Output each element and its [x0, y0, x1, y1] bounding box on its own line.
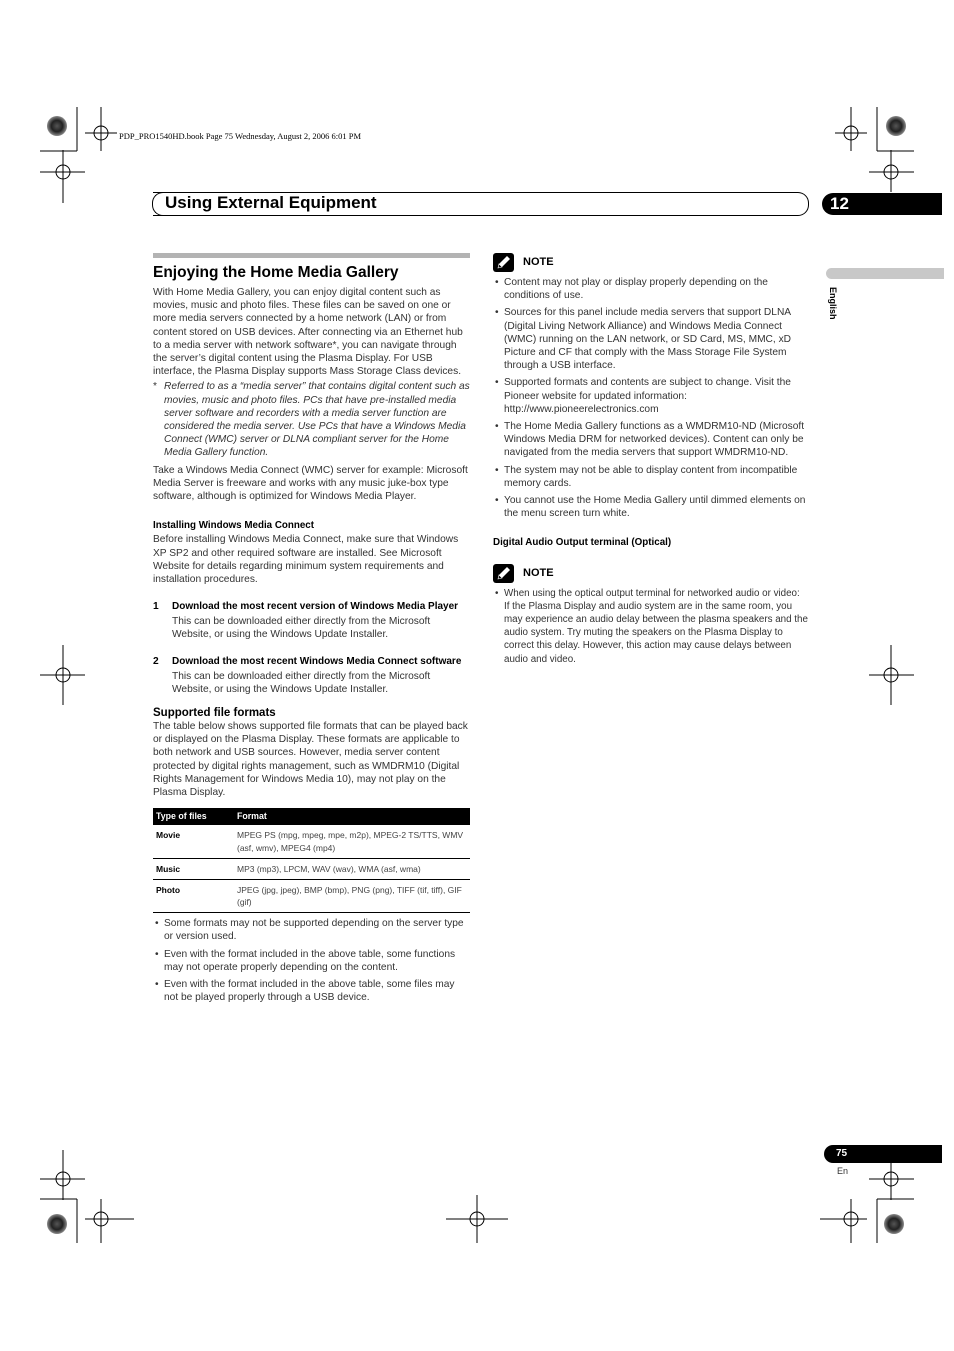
right-column [493, 253, 811, 666]
file-type-cell: Music [153, 858, 234, 879]
list-item: • Some formats may not be supported depending on the server type or version used. [153, 917, 470, 943]
registration-circle-top-left [47, 116, 67, 136]
chapter-number: 12 [822, 193, 942, 215]
formats-table [153, 808, 470, 913]
column-header: Type of files [153, 808, 234, 825]
list-item: • Supported formats and contents are subject to change. Visit the Pioneer website for updated information: http://www.pioneerelectronics.com [493, 376, 811, 416]
formats-paragraph: The table below shows supported file formats that can be played back or displayed on the Plasma Display. These formats are applicable to both network and USB sources. However, media server content protected by digital rights management, such as WMDRM10 (Digital Rights Management for Windows Media 10), may not play on the Plasma Display. [153, 721, 468, 799]
table-row [153, 825, 470, 858]
note-lead: When using the optical output terminal for networked audio or video: [504, 587, 800, 599]
install-paragraph: Before installing Windows Media Connect, make sure that Windows XP SP2 and other required software are installed. See Microsoft Website for details regarding minimum system requirements and installation procedures. [153, 534, 459, 586]
section-title: Using External Equipment [165, 193, 377, 212]
step-text: This can be downloaded either directly from the Microsoft Website, or using the Windows Update Installer. [172, 615, 431, 640]
heading-rule [153, 253, 470, 258]
format-cell: JPEG (jpg, jpeg), BMP (bmp), PNG (png), TIFF (tif, tiff), GIF (gif) [234, 879, 470, 913]
note-list [493, 276, 811, 520]
print-slug: PDP_PRO1540HD.book Page 75 Wednesday, August 2, 2006 6:01 PM [119, 131, 362, 141]
format-cell: MP3 (mp3), LPCM, WAV (wav), WMA (asf, wma) [234, 858, 470, 879]
list-item: • You cannot use the Home Media Gallery until dimmed elements on the menu screen turn white. [493, 494, 811, 520]
page-heading: Enjoying the Home Media Gallery [153, 264, 399, 281]
step-1 [153, 600, 470, 641]
note-pencil-icon [493, 564, 514, 583]
step-number: 2 [153, 656, 159, 668]
note-text: If the Plasma Display and audio system are in the same room, you may experience an audio delay between the plasma speakers and the audio system. Try muting the speakers on the Plasma Display to correct this delay. However, this action may cause delays between audio and video. [504, 600, 808, 665]
footnote-text: Referred to as a “media server” that contains digital content such as movies, music and photo files. PCs that have pre-installed media server software and recorders with a media server function are considered the media server. Use PCs that have a Windows Media Connect (WMC) server or DLNA compliant server for the Home Media Gallery function. [164, 381, 470, 459]
install-heading: Installing Windows Media Connect [153, 520, 315, 532]
digital-audio-heading: Digital Audio Output terminal (Optical) [493, 537, 672, 549]
column-header: Format [234, 808, 470, 825]
table-header-row [153, 808, 470, 825]
step-text: This can be downloaded either directly from the Microsoft Website, or using the Windows Update Installer. [172, 670, 431, 695]
file-type-cell: Movie [153, 825, 234, 858]
step-title: Download the most recent Windows Media Connect software [172, 656, 462, 668]
registration-circle-bottom-right [884, 1214, 904, 1234]
list-item: • The system may not be able to display content from incompatible memory cards. [493, 464, 811, 490]
list-item: • Sources for this panel include media servers that support DLNA (Digital Living Network Alliance) and Windows Media Connect (WMC) running on the LAN network, or SD Card, MS, MMC, xD Picture and CF that comply with the Mass Storage File System through a USB interface. [493, 306, 811, 372]
list-item: • Even with the format included in the above table, some files may not be played properly through a USB device. [153, 978, 470, 1004]
note-header [493, 253, 811, 272]
formats-notes-list [153, 917, 470, 1004]
note-list [493, 587, 811, 666]
note-header [493, 564, 811, 583]
footnote-mark: * [153, 381, 157, 393]
table-row [153, 879, 470, 913]
left-column [153, 253, 470, 1005]
page-language: En [837, 1166, 849, 1176]
step-number: 1 [153, 601, 159, 613]
wmc-paragraph: Take a Windows Media Connect (WMC) server for example: Microsoft Media Server is freeware and works with any music juke-box type software, although is optimized for Windows Media Player. [153, 464, 468, 503]
note-label: NOTE [523, 255, 554, 268]
list-item [493, 587, 811, 666]
formats-heading: Supported file formats [153, 707, 276, 720]
note-pencil-icon [493, 253, 514, 272]
file-type-cell: Photo [153, 879, 234, 913]
registration-circle-top-right [886, 116, 906, 136]
page-number: 75 [824, 1145, 942, 1163]
step-title: Download the most recent version of Windows Media Player [172, 601, 459, 613]
list-item: • The Home Media Gallery functions as a WMDRM10-ND (Microsoft Windows Media DRM for networked devices). Content can only be navigated from the media servers that support WMDRM10-ND. [493, 420, 811, 460]
table-row [153, 858, 470, 879]
list-item: • Content may not play or display properly depending on the conditions of use. [493, 276, 811, 302]
language-tab [826, 268, 944, 279]
format-cell: MPEG PS (mpg, mpeg, mpe, m2p), MPEG-2 TS/TTS, WMV (asf, wmv), MPEG4 (mp4) [234, 825, 470, 858]
intro-paragraph: With Home Media Gallery, you can enjoy digital content such as movies, music and photo files. These files can be saved on one or more media servers connected by a home network (LAN) or from content stored on USB devices. After connecting via an Ethernet hub to a media server with network software*, you can navigate through the server’s digital content using the Plasma Display. For USB interface, the Plasma Display supports Mass Storage Class devices. [153, 287, 463, 378]
language-label: English [828, 287, 838, 320]
list-item: • Even with the format included in the above table, some functions may not operate properly depending on the content. [153, 948, 470, 974]
step-2 [153, 655, 470, 696]
footnote [153, 380, 470, 459]
registration-circle-bottom-left [47, 1214, 67, 1234]
note-label: NOTE [523, 566, 554, 579]
